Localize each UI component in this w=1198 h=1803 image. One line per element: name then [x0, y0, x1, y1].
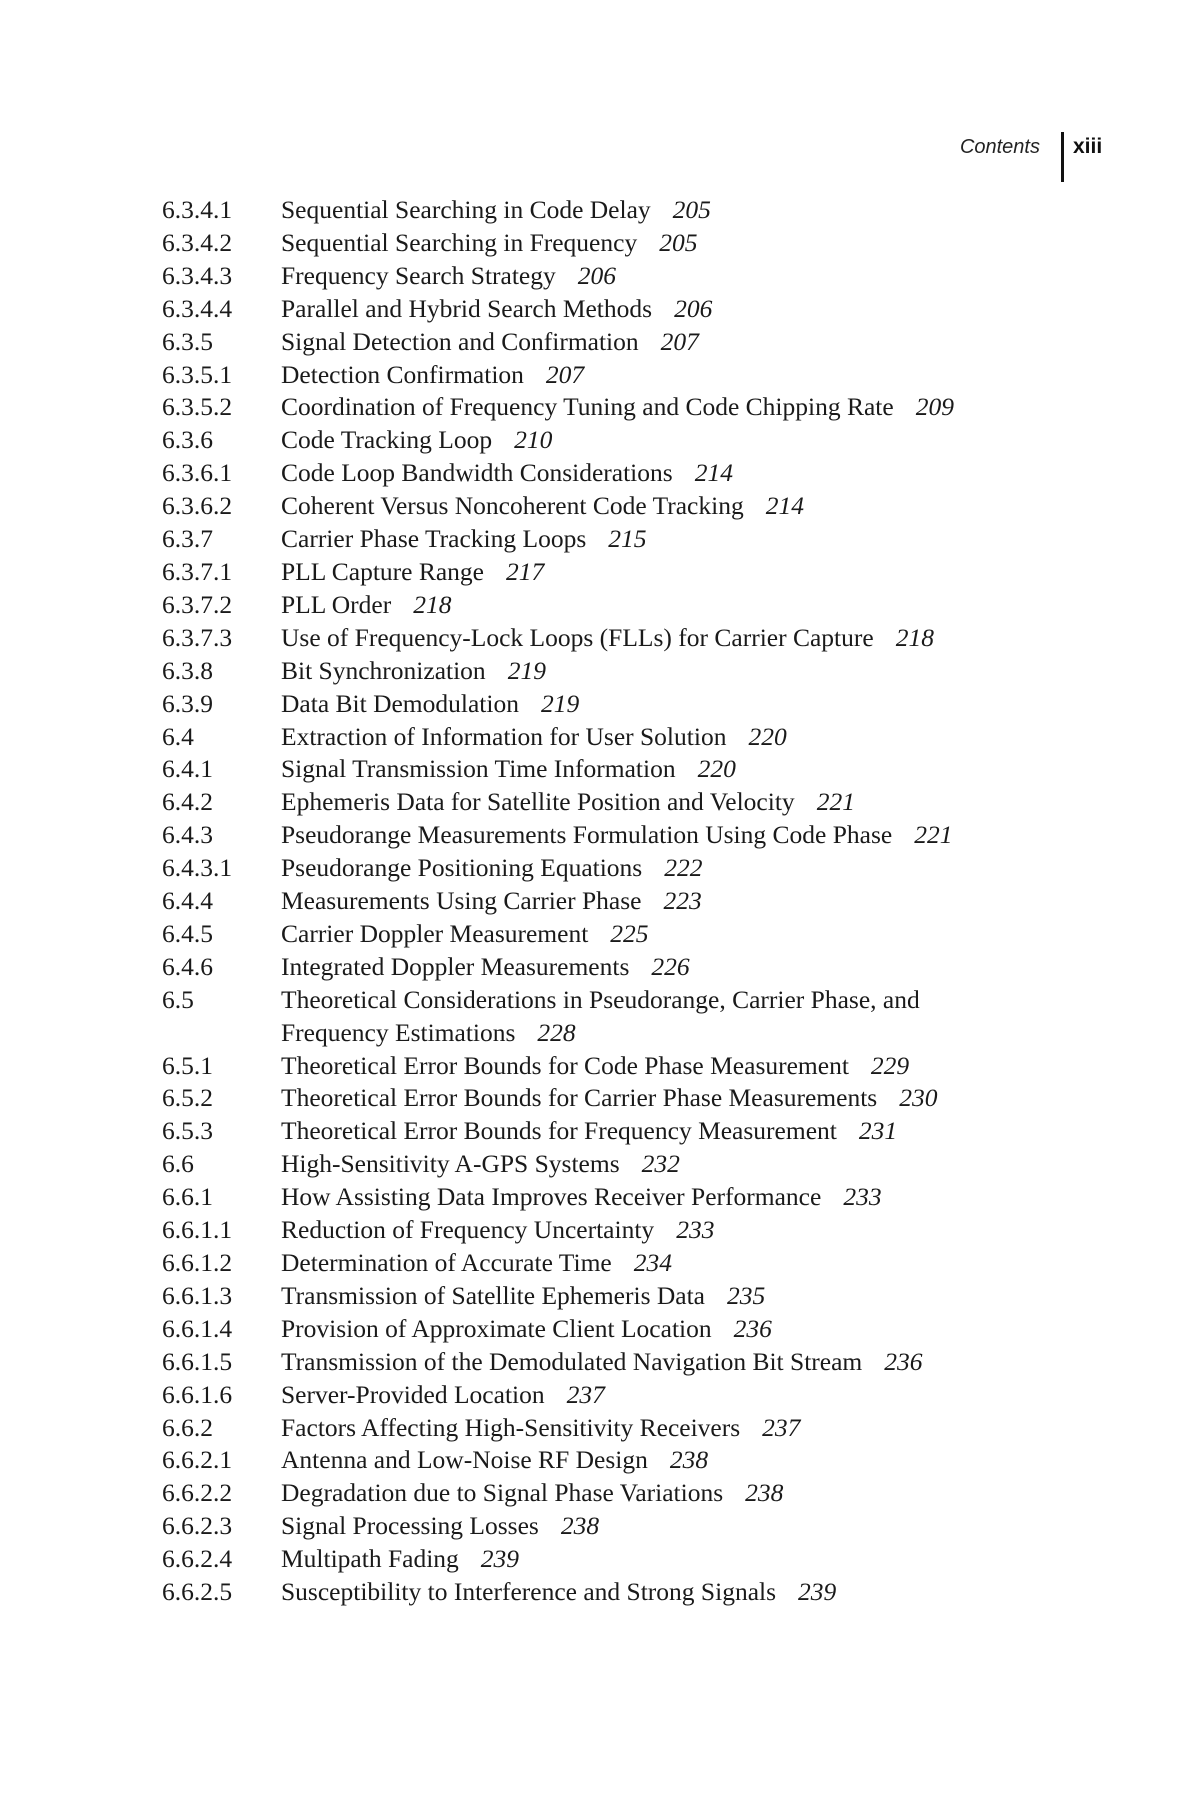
toc-entry: [162, 1313, 1062, 1346]
toc-entry-number: 6.3.5.1: [162, 359, 233, 389]
toc-entry-title-group: [281, 852, 1062, 885]
toc-entry-title-group: [281, 391, 1062, 424]
table-of-contents: [162, 194, 1062, 1609]
toc-entry-title-group: [281, 490, 1062, 523]
toc-entry-title-group: [281, 194, 1062, 227]
toc-entry-title: Use of Frequency-Lock Loops (FLLs) for Carrier Capture: [281, 622, 874, 652]
toc-entry-number: 6.3.9: [162, 688, 213, 718]
toc-entry-number: 6.6.2: [162, 1412, 213, 1442]
toc-entry-number: 6.6.1.3: [162, 1280, 233, 1310]
toc-entry-title: Ephemeris Data for Satellite Position and Velocity: [281, 787, 795, 817]
toc-entry-title-group: [281, 918, 1062, 951]
toc-entry-page: 214: [765, 491, 804, 521]
toc-entry: [162, 1477, 1062, 1510]
toc-entry-title: Coherent Versus Noncoherent Code Tracking: [281, 491, 744, 521]
toc-entry-title: Integrated Doppler Measurements: [281, 951, 630, 981]
toc-entry-title-group: [281, 1247, 1062, 1280]
toc-entry-number: 6.5.3: [162, 1116, 213, 1146]
toc-entry: [162, 1543, 1062, 1576]
toc-entry-page: 206: [674, 293, 713, 323]
toc-entry-page: 206: [577, 260, 616, 290]
toc-entry-title-group: [281, 622, 1062, 655]
toc-entry-title: Carrier Phase Tracking Loops: [281, 524, 587, 554]
toc-entry-number: 6.6.2.3: [162, 1511, 233, 1541]
running-head: [0, 128, 1198, 180]
toc-entry-title: Frequency Search Strategy: [281, 260, 556, 290]
toc-entry-title-group: [281, 885, 1062, 918]
toc-entry-title-group: [281, 1412, 1062, 1445]
toc-entry-title-group: [281, 326, 1062, 359]
toc-entry: [162, 1247, 1062, 1280]
toc-entry-title: Bit Synchronization: [281, 655, 486, 685]
toc-entry-page: 236: [884, 1346, 923, 1376]
toc-entry-number: 6.4.4: [162, 886, 213, 916]
toc-entry-number: 6.4: [162, 721, 194, 751]
toc-entry-title-group: [281, 1543, 1062, 1576]
toc-entry-page: 223: [663, 886, 702, 916]
toc-entry-number: 6.6: [162, 1149, 194, 1179]
toc-entry: [162, 984, 1062, 1050]
toc-entry-page: 239: [798, 1577, 837, 1607]
toc-entry: [162, 326, 1062, 359]
toc-entry-page: 221: [816, 787, 855, 817]
toc-entry-page: 218: [413, 589, 452, 619]
toc-entry: [162, 391, 1062, 424]
toc-entry-title-group: [281, 1346, 1062, 1379]
toc-entry: [162, 819, 1062, 852]
toc-entry-page: 226: [651, 951, 690, 981]
toc-entry: [162, 424, 1062, 457]
toc-entry-page: 217: [506, 556, 545, 586]
toc-entry-title: How Assisting Data Improves Receiver Performance: [281, 1182, 822, 1212]
toc-entry-title-group: [281, 1379, 1062, 1412]
toc-entry-number: 6.6.2.1: [162, 1445, 233, 1475]
toc-entry-number: 6.4.5: [162, 918, 213, 948]
toc-entry-number: 6.6.2.4: [162, 1544, 233, 1574]
toc-entry: [162, 1412, 1062, 1445]
toc-entry-page: 237: [566, 1379, 605, 1409]
toc-entry-number: 6.3.7.3: [162, 622, 233, 652]
toc-entry-title: Pseudorange Positioning Equations: [281, 853, 643, 883]
toc-entry-title: Sequential Searching in Frequency: [281, 227, 638, 257]
toc-entry: [162, 194, 1062, 227]
toc-entry-number: 6.3.5: [162, 326, 213, 356]
toc-entry-title: Antenna and Low-Noise RF Design: [281, 1445, 648, 1475]
toc-entry-page: 205: [672, 195, 711, 224]
toc-entry-page: 233: [843, 1182, 882, 1212]
toc-entry-title: Degradation due to Signal Phase Variations: [281, 1478, 724, 1508]
toc-entry: [162, 1050, 1062, 1083]
toc-entry: [162, 490, 1062, 523]
toc-entry-title: Parallel and Hybrid Search Methods: [281, 293, 653, 323]
toc-entry-number: 6.3.4.1: [162, 195, 233, 224]
toc-entry-page: 207: [545, 359, 585, 389]
toc-entry-page: 209: [915, 392, 954, 422]
toc-entry-title-group: [281, 293, 1062, 326]
toc-entry: [162, 622, 1062, 655]
toc-entry-number: 6.6.1.1: [162, 1215, 233, 1245]
toc-entry-title: Susceptibility to Interference and Strong Signals: [281, 1577, 777, 1607]
toc-entry-title: Server-Provided Location: [281, 1379, 545, 1409]
toc-entry-title-group: [281, 1148, 1062, 1181]
toc-entry: [162, 260, 1062, 293]
toc-entry-title-group: [281, 1115, 1062, 1148]
toc-entry-title-group: [281, 1576, 1062, 1609]
toc-entry-title: Factors Affecting High-Sensitivity Receivers: [281, 1412, 741, 1442]
toc-entry-title-group: [281, 951, 1062, 984]
toc-entry-title: Theoretical Error Bounds for Carrier Phase Measurements: [281, 1083, 878, 1113]
toc-entry-page: 219: [540, 688, 580, 718]
toc-entry-page: 238: [745, 1478, 784, 1508]
toc-entry-title-group: [281, 359, 1062, 392]
toc-entry-title-group: [281, 786, 1062, 819]
toc-entry-number: 6.5.1: [162, 1050, 213, 1080]
toc-entry-title-group: [281, 655, 1062, 688]
toc-entry-title: Code Tracking Loop: [281, 425, 493, 455]
toc-entry: [162, 1082, 1062, 1115]
toc-entry-title: Sequential Searching in Code Delay: [281, 195, 651, 224]
toc-entry-page: 231: [858, 1116, 898, 1146]
toc-entry-number: 6.3.6.1: [162, 458, 233, 488]
toc-entry-title-group: [281, 589, 1062, 622]
page-number: xiii: [1073, 135, 1103, 158]
toc-entry-title-group: [281, 556, 1062, 589]
toc-entry-title-group: [281, 227, 1062, 260]
toc-entry-title-group: [281, 1510, 1062, 1543]
toc-entry-title-group: [281, 753, 1062, 786]
toc-entry-number: 6.3.5.2: [162, 392, 233, 422]
toc-entry: [162, 1346, 1062, 1379]
toc-entry-title: Reduction of Frequency Uncertainty: [281, 1215, 655, 1245]
toc-entry-page: 228: [537, 1017, 576, 1047]
toc-entry-title-group: [281, 1313, 1062, 1346]
toc-entry: [162, 1214, 1062, 1247]
toc-entry-page: 220: [748, 721, 787, 751]
toc-entry-number: 6.3.4.3: [162, 260, 233, 290]
toc-entry: [162, 457, 1062, 490]
toc-entry-title: Provision of Approximate Client Location: [281, 1313, 712, 1343]
toc-entry-page: 214: [694, 458, 733, 488]
toc-entry-page: 238: [560, 1511, 600, 1541]
toc-entry-number: 6.3.6: [162, 425, 213, 455]
toc-entry-title-group: [281, 819, 1062, 852]
toc-entry-title: Detection Confirmation: [281, 359, 524, 389]
toc-entry: [162, 753, 1062, 786]
toc-entry: [162, 688, 1062, 721]
toc-entry-page: 230: [899, 1083, 938, 1113]
toc-entry-title: Determination of Accurate Time: [281, 1248, 612, 1277]
toc-entry-title: Pseudorange Measurements Formulation Using Code Phase: [281, 820, 893, 850]
toc-entry-number: 6.6.1.4: [162, 1313, 233, 1343]
toc-entry-title: Signal Transmission Time Information: [281, 754, 676, 784]
toc-entry-title: Coordination of Frequency Tuning and Code Chipping Rate: [281, 392, 894, 422]
toc-entry-title: Theoretical Error Bounds for Code Phase Measurement: [281, 1050, 849, 1080]
toc-entry-number: 6.6.1: [162, 1182, 213, 1212]
toc-entry-page: 220: [697, 754, 736, 784]
toc-entry-page: 221: [914, 820, 953, 850]
toc-entry-page: 234: [633, 1248, 672, 1277]
toc-entry-number: 6.3.4.4: [162, 293, 233, 323]
toc-entry-title: Extraction of Information for User Solution: [281, 721, 727, 751]
running-head-section-name: Contents: [959, 136, 1040, 158]
toc-entry-page: 232: [641, 1149, 680, 1179]
toc-entry-title: Signal Processing Losses: [281, 1511, 539, 1541]
toc-entry-title: Code Loop Bandwidth Considerations: [281, 458, 673, 488]
toc-entry-title-group: [281, 1181, 1062, 1214]
toc-entry-title: Data Bit Demodulation: [281, 688, 519, 718]
toc-entry-number: 6.6.2.2: [162, 1478, 233, 1508]
toc-entry-number: 6.4.2: [162, 787, 213, 817]
toc-entry-title: PLL Capture Range: [281, 556, 485, 586]
toc-entry: [162, 885, 1062, 918]
toc-entry-number: 6.3.4.2: [162, 227, 233, 257]
toc-entry-title-group: [281, 1444, 1062, 1477]
toc-entry-number: 6.3.7: [162, 524, 213, 554]
toc-entry: [162, 1181, 1062, 1214]
toc-entry-title: Transmission of Satellite Ephemeris Data: [281, 1280, 705, 1310]
toc-entry-number: 6.6.1.2: [162, 1248, 233, 1277]
toc-entry: [162, 852, 1062, 885]
toc-entry-number: 6.3.6.2: [162, 491, 233, 521]
toc-entry-title-group: [281, 984, 1062, 1050]
running-head-divider: [1061, 132, 1064, 182]
toc-entry-page: 219: [507, 655, 546, 685]
toc-entry-page: 239: [480, 1544, 520, 1574]
toc-entry-title: PLL Order: [281, 589, 392, 619]
toc-entry-page: 205: [659, 227, 698, 257]
toc-entry-title-group: [281, 1477, 1062, 1510]
toc-entry-page: 236: [733, 1313, 772, 1343]
toc-entry-page: 207: [660, 326, 699, 356]
toc-entry: [162, 589, 1062, 622]
toc-entry-title-group: [281, 688, 1062, 721]
toc-entry-page: 237: [762, 1412, 801, 1442]
toc-entry-number: 6.5: [162, 984, 194, 1014]
toc-entry-title: Theoretical Considerations in Pseudorange, Carrier Phase, and: [281, 984, 920, 1014]
toc-entry-number: 6.4.1: [162, 754, 213, 784]
toc-entry-page: 222: [664, 853, 703, 883]
toc-entry-title-group: [281, 260, 1062, 293]
toc-entry-page: 225: [610, 918, 649, 948]
toc-entry: [162, 951, 1062, 984]
toc-entry-number: 6.3.7.1: [162, 556, 233, 586]
toc-entry-title-continued: Frequency Estimations: [281, 1017, 516, 1047]
toc-entry: [162, 359, 1062, 392]
toc-entry-title: Carrier Doppler Measurement: [281, 918, 589, 948]
toc-entry-number: 6.6.2.5: [162, 1577, 233, 1607]
toc-entry: [162, 1444, 1062, 1477]
toc-entry-title: Transmission of the Demodulated Navigation Bit Stream: [281, 1346, 863, 1376]
toc-entry-title-group: [281, 721, 1062, 754]
toc-entry-number: 6.6.1.5: [162, 1346, 233, 1376]
toc-entry-number: 6.5.2: [162, 1083, 213, 1113]
toc-entry: [162, 523, 1062, 556]
toc-entry: [162, 786, 1062, 819]
toc-entry-page: 229: [870, 1050, 910, 1080]
toc-entry-number: 6.4.6: [162, 951, 213, 981]
toc-entry-number: 6.3.7.2: [162, 589, 233, 619]
toc-entry-number: 6.4.3.1: [162, 853, 233, 883]
toc-entry-title: Multipath Fading: [281, 1544, 459, 1574]
toc-entry-title: Measurements Using Carrier Phase: [281, 886, 642, 916]
toc-entry-page: 233: [676, 1215, 715, 1245]
toc-entry-page: 215: [608, 524, 647, 554]
toc-entry-title-group: [281, 457, 1062, 490]
toc-entry-title-group: [281, 1214, 1062, 1247]
toc-entry: [162, 1510, 1062, 1543]
toc-entry: [162, 1148, 1062, 1181]
toc-entry-title-group: [281, 523, 1062, 556]
toc-entry: [162, 721, 1062, 754]
toc-entry: [162, 655, 1062, 688]
toc-entry: [162, 1576, 1062, 1609]
toc-entry-number: 6.4.3: [162, 820, 213, 850]
toc-entry: [162, 556, 1062, 589]
toc-entry-number: 6.3.8: [162, 655, 213, 685]
toc-entry: [162, 1379, 1062, 1412]
toc-entry-title: Theoretical Error Bounds for Frequency Measurement: [281, 1116, 837, 1146]
toc-entry-page: 238: [669, 1445, 709, 1475]
toc-entry-title-group: [281, 1280, 1062, 1313]
toc-entry-page: 235: [727, 1280, 766, 1310]
toc-entry-title-group: [281, 1050, 1062, 1083]
toc-entry-title: Signal Detection and Confirmation: [281, 326, 639, 356]
toc-entry-title: High-Sensitivity A-GPS Systems: [281, 1149, 620, 1179]
toc-entry-page: 210: [514, 425, 553, 455]
toc-entry-title-group: [281, 424, 1062, 457]
toc-entry: [162, 1280, 1062, 1313]
toc-entry: [162, 293, 1062, 326]
toc-entry: [162, 1115, 1062, 1148]
toc-entry-title-group: [281, 1082, 1062, 1115]
toc-entry: [162, 227, 1062, 260]
toc-entry: [162, 918, 1062, 951]
toc-entry-number: 6.6.1.6: [162, 1379, 233, 1409]
toc-entry-page: 218: [895, 622, 934, 652]
